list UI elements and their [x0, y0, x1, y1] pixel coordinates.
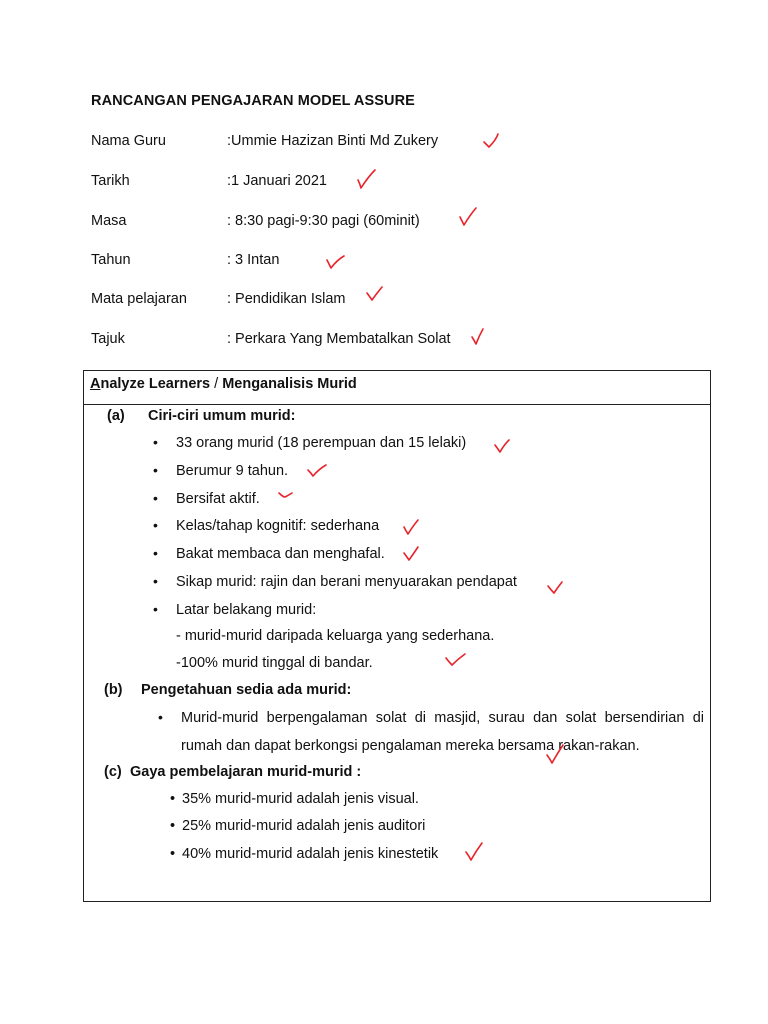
section-a-marker: (a)	[107, 408, 125, 424]
checkmark-icon	[458, 206, 488, 228]
bullet-icon: •	[153, 545, 158, 561]
list-item: Berumur 9 tahun.	[176, 463, 289, 479]
field-label-mata-pelajaran: Mata pelajaran	[91, 291, 187, 307]
field-label-nama-guru: Nama Guru	[91, 133, 166, 149]
section-c-title: Gaya pembelajaran murid-murid :	[130, 764, 362, 780]
field-label-tarikh: Tarikh	[91, 173, 130, 189]
heading-separator: /	[210, 376, 223, 392]
section-b-text: Murid-murid berpengalaman solat di masjid, surau dan solat bersendirian di rumah dan dapat berkongsi pengalaman mereka bersama rakan-rakan.	[181, 710, 704, 754]
section-heading	[90, 376, 357, 392]
bullet-icon: •	[153, 601, 158, 617]
section-a-title: Ciri-ciri umum murid:	[148, 408, 296, 424]
list-item: Bakat membaca dan menghafal.	[176, 546, 385, 562]
bullet-icon: •	[170, 846, 176, 862]
checkmark-icon	[306, 460, 336, 482]
field-label-tahun: Tahun	[91, 252, 131, 268]
list-item: Kelas/tahap kognitif: sederhana	[176, 518, 380, 534]
list-item: Bersifat aktif.	[176, 491, 260, 507]
bullet-icon: •	[153, 490, 158, 506]
list-item: 33 orang murid (18 perempuan dan 15 lelaki)	[176, 435, 467, 451]
bullet-icon: •	[153, 573, 158, 589]
checkmark-icon	[464, 841, 494, 863]
field-label-masa: Masa	[91, 213, 127, 229]
checkmark-icon	[544, 742, 574, 764]
bullet-icon: •	[153, 434, 158, 450]
checkmark-icon	[546, 578, 576, 600]
checkmark-icon	[444, 651, 474, 673]
list-item: 35% murid-murid adalah jenis visual.	[182, 791, 419, 807]
heading-first-letter: A	[90, 376, 101, 392]
list-item: 25% murid-murid adalah jenis auditori	[182, 818, 426, 834]
field-value-tarikh: :1 Januari 2021	[227, 173, 327, 189]
field-label-tajuk: Tajuk	[91, 331, 125, 347]
analyze-learners-header	[84, 371, 710, 405]
checkmark-icon	[365, 285, 395, 307]
bullet-icon: •	[153, 462, 158, 478]
checkmark-icon	[482, 132, 512, 154]
bullet-icon: •	[158, 709, 163, 725]
checkmark-icon	[402, 544, 432, 566]
document-title: RANCANGAN PENGAJARAN MODEL ASSURE	[91, 93, 415, 109]
section-b-title: Pengetahuan sedia ada murid:	[141, 682, 352, 698]
bullet-icon: •	[170, 818, 176, 834]
field-value-tajuk: : Perkara Yang Membatalkan Solat	[227, 331, 451, 347]
checkmark-icon	[356, 168, 386, 190]
checkmark-icon	[276, 485, 306, 507]
checkmark-icon	[325, 251, 355, 273]
sub-item: -100% murid tinggal di bandar.	[176, 655, 373, 671]
bullet-icon: •	[153, 517, 158, 533]
field-value-nama-guru: :Ummie Hazizan Binti Md Zukery	[227, 133, 439, 149]
section-c-marker: (c)	[104, 764, 122, 780]
checkmark-icon	[470, 327, 500, 349]
heading-english: nalyze Learners	[100, 376, 211, 392]
field-value-tahun: : 3 Intan	[227, 252, 280, 268]
checkmark-icon	[492, 437, 522, 459]
list-item: 40% murid-murid adalah jenis kinestetik	[182, 846, 439, 862]
list-item: Latar belakang murid:	[176, 602, 317, 618]
field-value-mata-pelajaran: : Pendidikan Islam	[227, 291, 346, 307]
field-value-masa: : 8:30 pagi-9:30 pagi (60minit)	[227, 213, 420, 229]
checkmark-icon	[402, 517, 432, 539]
sub-item: - murid-murid daripada keluarga yang sederhana.	[176, 628, 495, 644]
section-b-marker: (b)	[104, 682, 123, 698]
bullet-icon: •	[170, 791, 176, 807]
heading-malay: Menganalisis Murid	[222, 376, 357, 392]
list-item: Sikap murid: rajin dan berani menyuarakan pendapat	[176, 574, 517, 590]
